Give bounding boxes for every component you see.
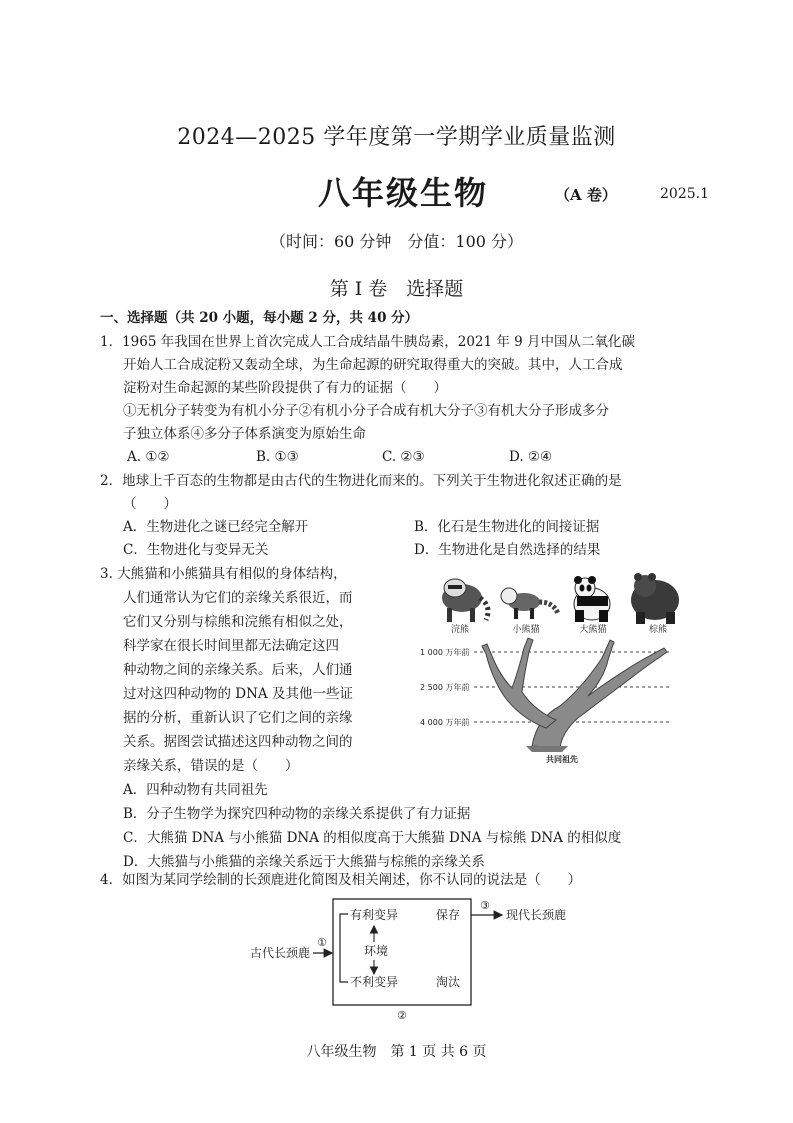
- phylogeny-figure: [412, 568, 702, 768]
- q1-option-c: C. ②③: [382, 449, 425, 465]
- unfavorable-variation-label: 不利变异: [350, 975, 399, 989]
- q3-line: 关系。据图尝试描述这四种动物之间的: [123, 734, 353, 750]
- q1-line: 开始人工合成淀粉又轰动全球，为生命起源的研究取得重大的突破。其中，人工合成: [123, 357, 623, 373]
- q1-line: 子独立体系④多分子体系演变为原始生命: [123, 426, 366, 442]
- ancient-giraffe-label: 古代长颈鹿: [250, 946, 311, 960]
- q3-line: 据的分析，重新认识了它们之间的亲缘: [123, 710, 353, 726]
- q1-option-b: B. ①③: [256, 449, 299, 465]
- q1-option-a: A. ①②: [127, 449, 170, 465]
- q3-line: 科学家在很长时间里都无法确定这四: [123, 638, 339, 654]
- modern-giraffe-label: 现代长颈鹿: [506, 908, 567, 922]
- eliminate-label: 淘汰: [436, 975, 461, 989]
- q3-option-d: D．大熊猫与小熊猫的亲缘关系远于大熊猫与棕熊的亲缘关系: [123, 854, 485, 870]
- raccoon-image: [442, 579, 488, 622]
- q3-option-c: C．大熊猫 DNA 与小熊猫 DNA 的相似度高于大熊猫 DNA 与棕熊 DNA 的相似度: [123, 830, 622, 846]
- q1-line: 淀粉对生命起源的某些阶段提供了有力的证据（ ）: [123, 380, 447, 396]
- mark-2: ②: [397, 1009, 407, 1022]
- favorable-variation-label: 有利变异: [350, 908, 399, 922]
- keep-label: 保存: [436, 908, 461, 922]
- red-panda-image: [501, 588, 558, 619]
- q2-option-c: C．生物进化与变异无关: [123, 542, 269, 558]
- brown-bear-image: [631, 573, 679, 624]
- animal-label-giant-panda: 大熊猫: [579, 625, 607, 635]
- q3-line: 3. 大熊猫和小熊猫具有相似的身体结构，: [100, 566, 347, 582]
- variation-bracket: [340, 914, 348, 982]
- q3-line: 人们通常认为它们的亲缘关系很近，而: [123, 590, 353, 606]
- q2-option-a: A．生物进化之谜已经完全解开: [123, 519, 309, 535]
- giraffe-evolution-figure: [240, 894, 610, 1024]
- time-label: 4 000 万年前: [420, 718, 470, 727]
- mark-3: ③: [480, 899, 490, 912]
- time-label: 2 500 万年前: [420, 683, 470, 692]
- paper-tag: （A 卷）: [555, 186, 617, 204]
- ancestor-label: 共同祖先: [546, 755, 578, 764]
- evolution-tree: [482, 638, 667, 752]
- q1-line: 1．1965 年我国在世界上首次完成人工合成结晶牛胰岛素，2021 年 9 月中国从二氧化碳: [100, 334, 636, 350]
- environment-label: 环境: [364, 944, 389, 958]
- q3-option-b: B．分子生物学为探究四种动物的亲缘关系提供了有力证据: [123, 806, 471, 822]
- q3-option-a: A．四种动物有共同祖先: [123, 782, 268, 798]
- q3-line: 过对这四种动物的 DNA 及其他一些证: [123, 686, 353, 702]
- time-label: 1 000 万年前: [420, 648, 470, 657]
- animal-label-red-panda: 小熊猫: [512, 625, 540, 635]
- exam-date: 2025.1: [660, 186, 709, 202]
- animal-label-brown-bear: 棕熊: [648, 625, 668, 635]
- exam-info: （时间：60 分钟 分值：100 分）: [269, 232, 524, 251]
- q3-line: 它们又分别与棕熊和浣熊有相似之处，: [123, 614, 353, 630]
- q2-line: （ ）: [123, 496, 177, 512]
- animal-label-raccoon: 浣熊: [450, 625, 470, 635]
- q1-option-d: D. ②④: [509, 449, 553, 465]
- q3-line: 亲缘关系，错误的是（ ）: [123, 758, 299, 774]
- subject-title: 八年级生物: [318, 174, 489, 212]
- section-heading: 第 I 卷 选择题: [329, 278, 464, 300]
- q3-line: 种动物之间的亲缘关系。后来，人们通: [123, 662, 353, 678]
- q1-line: ①无机分子转变为有机小分子②有机小分子合成有机大分子③有机大分子形成多分: [123, 403, 609, 419]
- q2-line: 2．地球上千百态的生物都是由古代的生物进化而来的。下列关于生物进化叙述正确的是: [100, 473, 622, 489]
- q4-line: 4．如图为某同学绘制的长颈鹿进化简图及相关阐述，你不认同的说法是（ ）: [100, 872, 582, 888]
- mark-1: ①: [317, 936, 327, 949]
- q2-option-d: D．生物进化是自然选择的结果: [414, 542, 601, 558]
- q2-option-b: B．化石是生物进化的间接证据: [414, 519, 600, 535]
- page-footer: 八年级生物 第 1 页 共 6 页: [306, 1044, 487, 1060]
- part-heading: 一、选择题（共 20 小题，每小题 2 分，共 40 分）: [100, 310, 419, 326]
- giant-panda-image: [574, 576, 610, 622]
- exam-title: 2024—2025 学年度第一学期学业质量监测: [177, 125, 616, 150]
